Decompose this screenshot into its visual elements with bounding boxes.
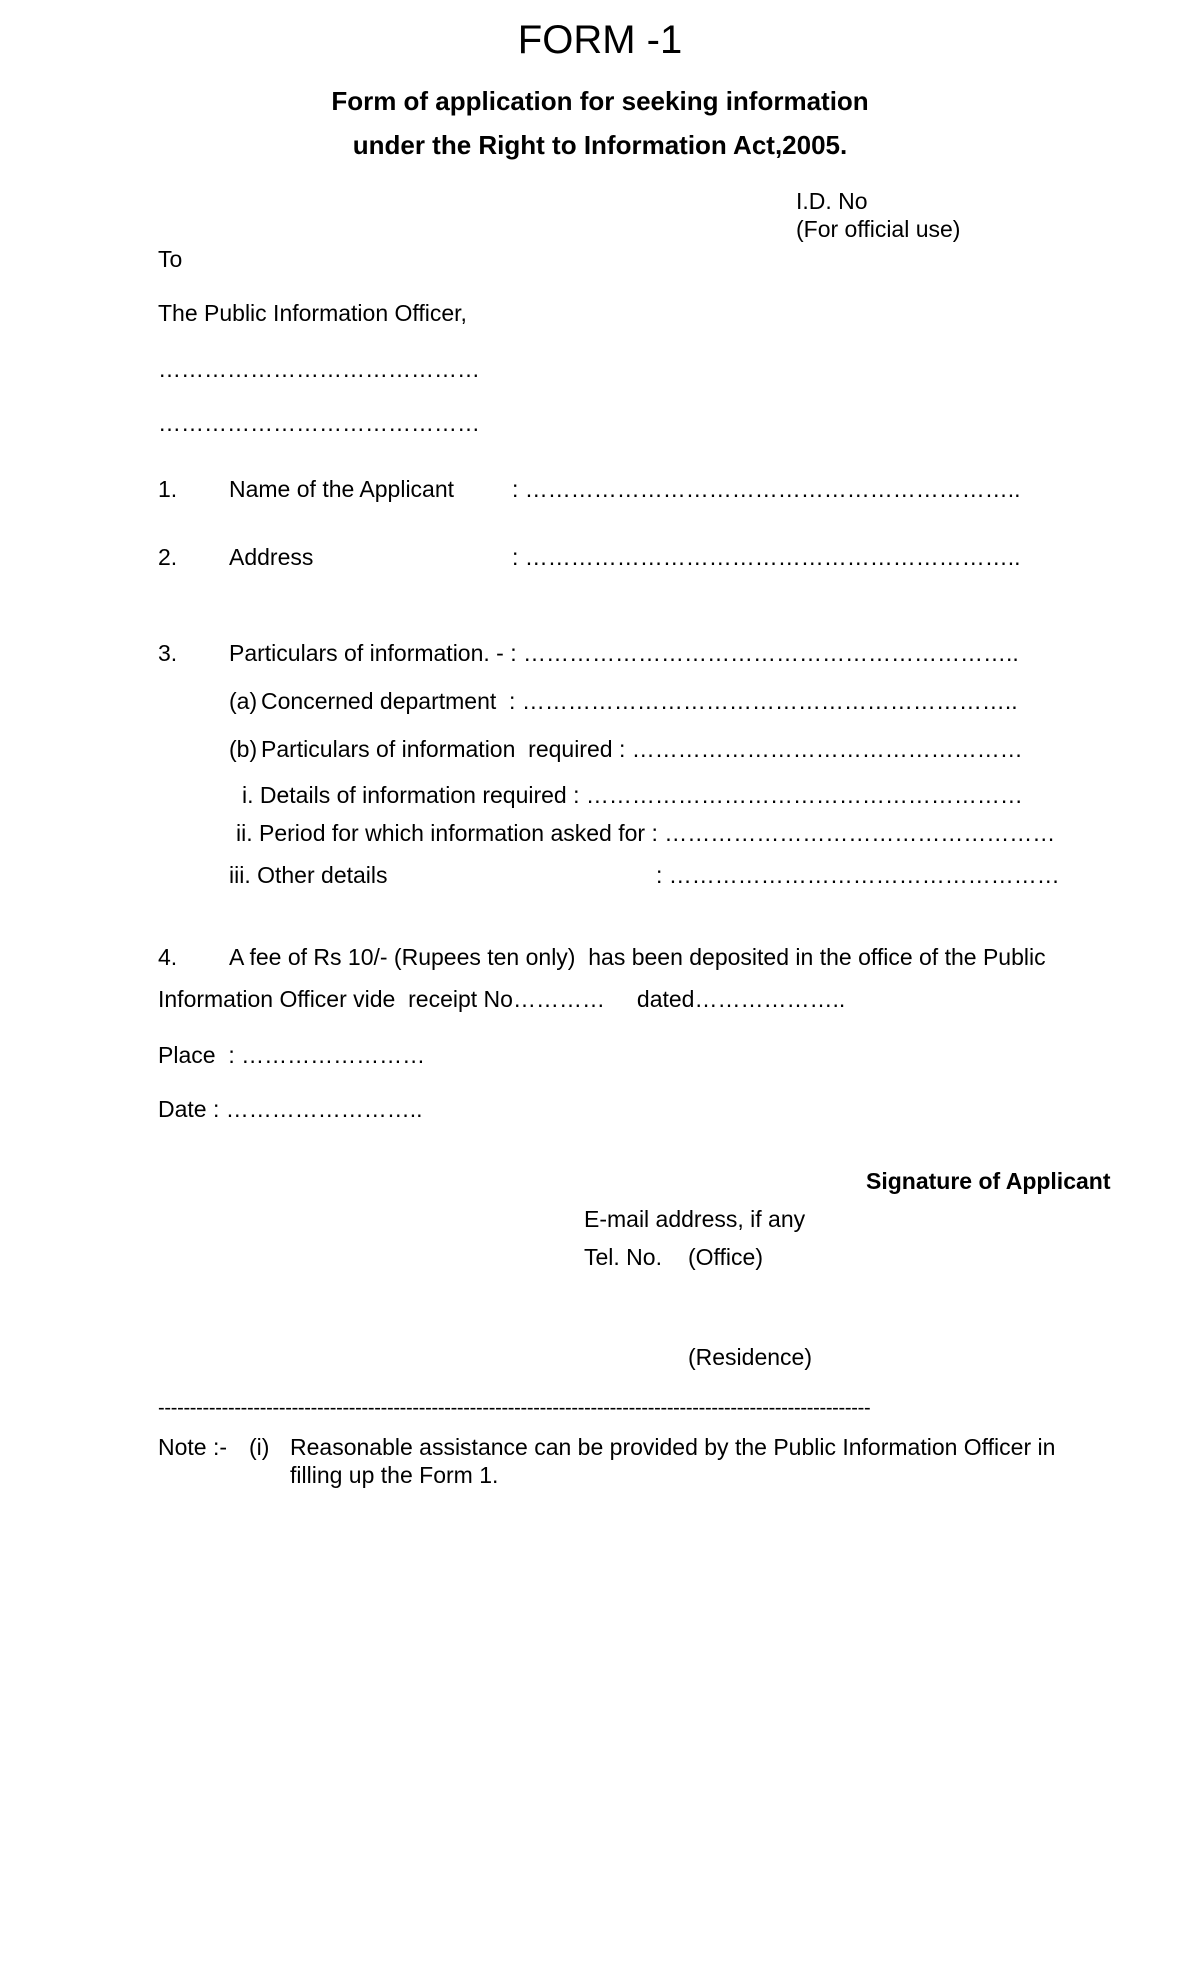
addressee-line-1: …………………………………… (158, 356, 480, 382)
date-field: Date : …………………….. (158, 1096, 423, 1122)
note-label: Note :- (158, 1434, 228, 1460)
item-3-i-text: i. Details of information required : ………………………………………………… (242, 782, 1023, 808)
note-divider: ---------------------------------------------------------------------------------------------------------------- (158, 1397, 871, 1419)
official-use-label: (For official use) (796, 216, 961, 242)
item-1-number: 1. (158, 476, 178, 502)
item-3a-marker: (a) (229, 688, 258, 714)
item-2-number: 2. (158, 544, 178, 570)
item-1-value: : ……………………………………………………….. (512, 476, 1021, 502)
item-2-label: Address (229, 544, 314, 570)
item-4-line-2: Information Officer vide receipt No………… dated……………….. (158, 986, 846, 1012)
form-subtitle-line1: Form of application for seeking information (331, 86, 869, 116)
item-3b-text: Particulars of information required : …………………………………………… (261, 736, 1023, 762)
note-line-2: filling up the Form 1. (290, 1462, 499, 1488)
place-field: Place : …………………… (158, 1042, 426, 1068)
item-3-iii-label: iii. Other details (229, 862, 388, 888)
item-2-value: : ……………………………………………………….. (512, 544, 1021, 570)
form-subtitle-line2: under the Right to Information Act,2005. (352, 130, 848, 160)
item-4-number: 4. (158, 944, 178, 970)
addressee-officer: The Public Information Officer, (158, 300, 467, 326)
item-4-line-1: A fee of Rs 10/- (Rupees ten only) has been deposited in the office of the Public (229, 944, 1046, 970)
item-3-text: Particulars of information. - : ……………………………………………………….. (229, 640, 1019, 666)
email-label: E-mail address, if any (584, 1206, 806, 1232)
item-1-label: Name of the Applicant (229, 476, 455, 502)
tel-office-label: (Office) (688, 1244, 763, 1270)
item-3-iii-value: : …………………………………………… (656, 862, 1060, 888)
signature-label: Signature of Applicant (866, 1168, 1111, 1194)
note-marker: (i) (249, 1434, 270, 1460)
addressee-line-2: …………………………………… (158, 410, 480, 436)
item-3a-text: Concerned department : ……………………………………………………….. (261, 688, 1018, 714)
item-3-number: 3. (158, 640, 178, 666)
note-line-1: Reasonable assistance can be provided by the Public Information Officer in (290, 1434, 1056, 1460)
item-3-ii-text: ii. Period for which information asked for : …………………………………………… (236, 820, 1056, 846)
tel-residence-label: (Residence) (688, 1344, 812, 1370)
item-3b-marker: (b) (229, 736, 258, 762)
form-title: FORM -1 (517, 18, 683, 62)
addressee-to: To (158, 246, 183, 272)
tel-label: Tel. No. (584, 1244, 662, 1270)
id-number-label: I.D. No (796, 188, 868, 214)
